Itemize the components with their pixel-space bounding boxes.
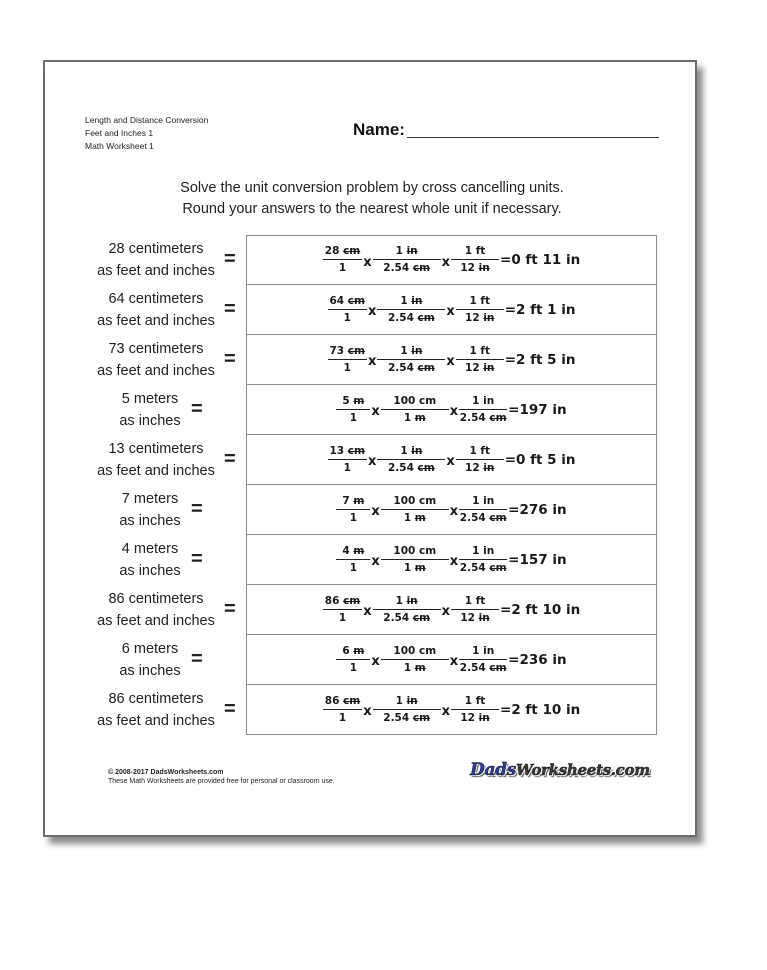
unit: in: [411, 344, 423, 357]
cancelled-unit: m: [353, 494, 365, 507]
unit: ft: [480, 444, 491, 457]
fraction-given: $\frac{5 m}{1}$: [336, 395, 370, 425]
question-target-unit: as feet and inches: [97, 463, 215, 479]
answer-box: [246, 435, 657, 485]
question-target-unit: as inches: [119, 663, 181, 679]
answer-box: [246, 285, 657, 335]
fraction-given: $\frac{7 m}{1}$: [336, 495, 370, 525]
fraction-conversion-2: $\frac{1 in}{2.54 cm}$: [459, 544, 507, 574]
unit: ft: [475, 694, 486, 707]
unit: in: [406, 245, 418, 257]
equals-sign: =: [191, 498, 203, 520]
cancelled-unit: in: [478, 711, 490, 724]
fraction-given: $\frac{4 m}{1}$: [336, 545, 370, 575]
conversion-formula: [323, 595, 580, 625]
multiply-sign: x: [446, 304, 455, 319]
answer-box: [246, 585, 657, 635]
conversion-formula: [328, 345, 576, 375]
answer-result: =197 in: [508, 401, 567, 418]
fraction-conversion-1: $\frac{1 in}{2.54 cm}$: [373, 245, 441, 275]
equals-sign: =: [191, 648, 203, 670]
cancelled-unit: m: [414, 411, 426, 424]
fraction-conversion-2: $\frac{1 ft}{12 in}$: [451, 695, 499, 725]
cancelled-unit: cm: [489, 511, 507, 524]
fraction-conversion-1: $\frac{1 in}{2.54 cm}$: [373, 595, 441, 625]
fraction-conversion-1: $\frac{1 in}{2.54 cm}$: [377, 445, 445, 475]
multiply-sign: x: [449, 654, 459, 669]
answer-result: =2 ft 1 in: [504, 301, 576, 318]
question-quantity: 86 centimeters: [108, 691, 204, 707]
cancelled-unit: m: [414, 661, 426, 674]
cancelled-unit: cm: [489, 661, 507, 674]
fraction-given: $\frac{6 m}{1}$: [336, 645, 370, 675]
unit: in: [406, 694, 418, 707]
answer-box: [246, 685, 657, 735]
question-quantity: 7 meters: [121, 491, 179, 507]
answer-box: [246, 235, 657, 285]
fraction-conversion-1: $\frac{100 cm}{1 m}$: [381, 545, 449, 575]
multiply-sign: x: [449, 554, 459, 569]
multiply-sign: x: [371, 554, 380, 569]
unit: ft: [480, 344, 491, 357]
multiply-sign: x: [449, 404, 459, 419]
unit: in: [483, 394, 495, 407]
fraction-given: $\frac{86 cm}{1}$: [324, 594, 361, 624]
instructions-line-1: Solve the unit conversion problem by cross cancelling units.: [180, 180, 564, 196]
conversion-formula: [336, 395, 566, 425]
cancelled-unit: in: [483, 361, 495, 374]
fraction-conversion-1: $\frac{100 cm}{1 m}$: [381, 645, 449, 675]
name-label: Name:: [353, 120, 405, 139]
unit: cm: [418, 644, 437, 657]
multiply-sign: x: [441, 604, 451, 619]
cancelled-unit: cm: [347, 294, 365, 307]
answer-result: =2 ft 5 in: [504, 351, 576, 368]
cancelled-unit: m: [414, 511, 426, 524]
unit: ft: [475, 245, 486, 257]
fraction-conversion-1: $\frac{100 cm}{1 m}$: [381, 495, 449, 525]
footer: [108, 768, 335, 786]
answer-box: [246, 485, 657, 535]
multiply-sign: x: [449, 504, 459, 519]
equals-sign: =: [224, 448, 236, 470]
unit: cm: [418, 494, 437, 507]
fraction-conversion-2: $\frac{1 ft}{12 in}$: [456, 345, 504, 375]
problem-row: [45, 635, 699, 685]
question-target-unit: as feet and inches: [97, 613, 215, 629]
fraction-given: $\frac{86 cm}{1}$: [324, 694, 361, 724]
problem-row: [45, 385, 699, 435]
multiply-sign: x: [363, 604, 372, 619]
problem-row: [45, 285, 699, 335]
fraction-conversion-1: $\frac{100 cm}{1 m}$: [381, 395, 449, 425]
multiply-sign: x: [371, 404, 380, 419]
question-quantity: 6 meters: [121, 641, 179, 657]
unit: in: [483, 544, 495, 557]
fraction-conversion-1: $\frac{1 in}{2.54 cm}$: [377, 295, 445, 325]
cancelled-unit: in: [483, 461, 495, 474]
usage-notice: These Math Worksheets are provided free for personal or classroom use.: [108, 778, 335, 785]
fraction-conversion-1: $\frac{1 in}{2.54 cm}$: [373, 695, 441, 725]
answer-box: [246, 535, 657, 585]
meta-subtopic: Feet and Inches 1: [85, 128, 154, 138]
fraction-conversion-2: $\frac{1 in}{2.54 cm}$: [459, 494, 507, 524]
answer-result: =157 in: [508, 551, 567, 568]
cancelled-unit: m: [414, 561, 426, 574]
conversion-formula: [328, 445, 576, 475]
fraction-given: $\frac{64 cm}{1}$: [329, 294, 365, 324]
conversion-formula: [336, 495, 566, 525]
problem-row: [45, 535, 699, 585]
multiply-sign: x: [367, 304, 377, 319]
question-quantity: 13 centimeters: [108, 441, 204, 457]
problem-question: [75, 285, 237, 335]
question-quantity: 64 centimeters: [108, 291, 204, 307]
cancelled-unit: cm: [489, 561, 507, 574]
multiply-sign: x: [371, 504, 380, 519]
multiply-sign: x: [363, 254, 372, 270]
equals-sign: =: [191, 398, 203, 420]
unit: cm: [418, 394, 437, 407]
unit: ft: [480, 294, 491, 307]
conversion-formula: [336, 545, 566, 575]
fraction-conversion-2: $\frac{1 in}{2.54 cm}$: [459, 394, 507, 424]
logo-part-2: Worksheets.com: [516, 761, 650, 779]
multiply-sign: x: [367, 454, 377, 469]
fraction-conversion-2: $\frac{1 ft}{12 in}$: [456, 295, 504, 325]
question-quantity: 4 meters: [121, 541, 179, 557]
instructions-line-2: Round your answers to the nearest whole unit if necessary.: [182, 201, 562, 217]
cancelled-unit: cm: [412, 262, 431, 274]
unit: in: [483, 494, 495, 507]
cancelled-unit: cm: [489, 411, 507, 424]
fraction-given: $\frac{73 cm}{1}$: [329, 344, 365, 374]
unit: ft: [475, 594, 486, 607]
cancelled-unit: m: [353, 644, 365, 657]
cancelled-unit: m: [353, 544, 365, 557]
question-target-unit: as inches: [119, 563, 181, 579]
question-target-unit: as inches: [119, 413, 181, 429]
unit: in: [411, 444, 423, 457]
answer-box: [246, 635, 657, 685]
cancelled-unit: in: [483, 311, 495, 324]
unit: in: [483, 644, 495, 657]
multiply-sign: x: [371, 654, 380, 669]
multiply-sign: x: [367, 354, 377, 369]
answer-box: [246, 385, 657, 435]
cancelled-unit: in: [478, 611, 490, 624]
answer-result: =0 ft 5 in: [504, 451, 576, 468]
problem-row: [45, 435, 699, 485]
answer-result: =2 ft 10 in: [500, 701, 581, 718]
cancelled-unit: cm: [412, 711, 431, 724]
cancelled-unit: in: [478, 262, 490, 274]
cancelled-unit: cm: [417, 361, 435, 374]
multiply-sign: x: [441, 254, 451, 270]
problem-row: [45, 235, 699, 285]
fraction-given: $\frac{28 cm}{1}$: [324, 245, 361, 274]
problem-question: [75, 585, 237, 635]
problem-question: [75, 335, 237, 385]
cancelled-unit: cm: [343, 594, 361, 607]
multiply-sign: x: [441, 704, 451, 719]
fraction-conversion-2: $\frac{1 ft}{12 in}$: [451, 595, 499, 625]
meta-topic: Length and Distance Conversion: [85, 115, 209, 125]
meta-worksheet-number: Math Worksheet 1: [85, 141, 154, 151]
cancelled-unit: cm: [417, 311, 435, 324]
fraction-given: $\frac{13 cm}{1}$: [329, 444, 365, 474]
unit: in: [411, 294, 423, 307]
equals-sign: =: [224, 298, 236, 320]
cancelled-unit: cm: [417, 461, 435, 474]
cancelled-unit: m: [353, 394, 365, 407]
unit: cm: [418, 544, 437, 557]
worksheet-meta: [85, 114, 208, 153]
problem-row: [45, 585, 699, 635]
conversion-formula: [336, 645, 566, 675]
cancelled-unit: cm: [343, 245, 361, 257]
multiply-sign: x: [446, 454, 455, 469]
fraction-conversion-2: $\frac{1 in}{2.54 cm}$: [459, 644, 507, 674]
problem-row: [45, 485, 699, 535]
question-quantity: 28 centimeters: [108, 241, 204, 257]
name-blank-line: [407, 137, 659, 138]
conversion-formula: [323, 245, 580, 275]
question-target-unit: as feet and inches: [97, 713, 215, 729]
worksheet-page: [43, 60, 697, 837]
answer-result: =2 ft 10 in: [500, 601, 581, 618]
answer-box: [246, 335, 657, 385]
question-target-unit: as inches: [119, 513, 181, 529]
fraction-conversion-1: $\frac{1 in}{2.54 cm}$: [377, 345, 445, 375]
multiply-sign: x: [446, 354, 455, 369]
unit: in: [406, 594, 418, 607]
question-quantity: 86 centimeters: [108, 591, 204, 607]
question-target-unit: as feet and inches: [97, 313, 215, 329]
problem-question: [75, 435, 237, 485]
equals-sign: =: [224, 348, 236, 370]
question-quantity: 73 centimeters: [108, 341, 204, 357]
equals-sign: =: [224, 698, 236, 720]
multiply-sign: x: [363, 704, 372, 719]
instructions: [45, 178, 699, 220]
answer-result: =0 ft 11 in: [500, 252, 581, 268]
conversion-formula: [323, 695, 580, 725]
problem-row: [45, 685, 699, 735]
equals-sign: =: [224, 598, 236, 620]
copyright-text: © 2008-2017 DadsWorksheets.com: [108, 769, 224, 776]
question-target-unit: as feet and inches: [97, 363, 215, 379]
question-quantity: 5 meters: [121, 391, 179, 407]
problem-row: [45, 335, 699, 385]
cancelled-unit: cm: [347, 444, 365, 457]
cancelled-unit: cm: [347, 344, 365, 357]
dadsworksheets-logo: [470, 760, 650, 780]
equals-sign: =: [224, 248, 236, 270]
answer-result: =236 in: [508, 651, 567, 668]
problem-question: [75, 685, 237, 735]
name-field: [353, 120, 659, 140]
equals-sign: =: [191, 548, 203, 570]
logo-part-1: Dads: [470, 760, 517, 780]
cancelled-unit: cm: [412, 611, 431, 624]
problem-question: [75, 235, 237, 285]
fraction-conversion-2: $\frac{1 ft}{12 in}$: [451, 245, 499, 275]
answer-result: =276 in: [508, 501, 567, 518]
conversion-formula: [328, 295, 576, 325]
fraction-conversion-2: $\frac{1 ft}{12 in}$: [456, 445, 504, 475]
cancelled-unit: cm: [343, 694, 361, 707]
question-target-unit: as feet and inches: [97, 263, 215, 279]
